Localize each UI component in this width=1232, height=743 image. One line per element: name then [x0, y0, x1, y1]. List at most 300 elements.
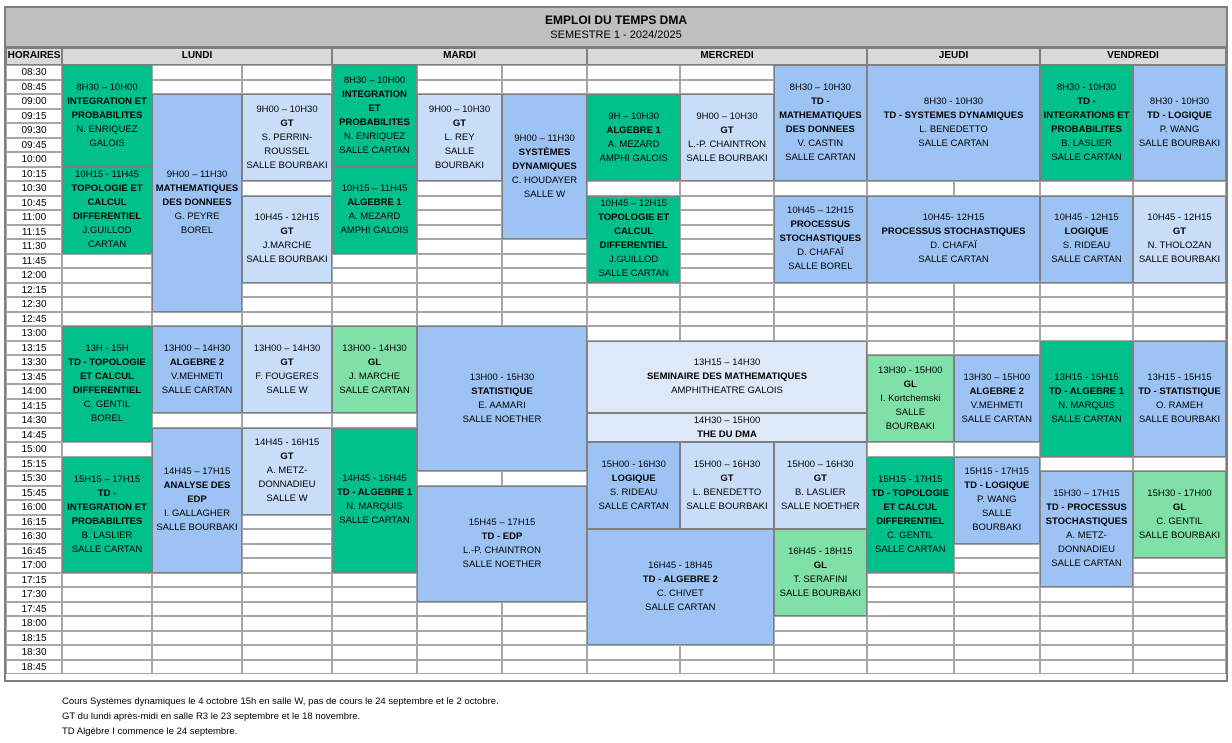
empty-cell: [332, 254, 417, 269]
course-detail: S. PERRIN-ROUSSEL: [261, 131, 313, 157]
course-time: 14H45 - 16H45: [342, 473, 407, 484]
empty-cell: [417, 297, 502, 312]
course-detail: L.-P. CHAINTRON: [463, 544, 541, 556]
course-time: 13H00 – 14H30: [163, 342, 231, 354]
course-block: [1133, 471, 1226, 558]
day-header-vendredi: VENDREDI: [1040, 48, 1226, 65]
empty-cell: [587, 660, 680, 675]
empty-cell: [242, 602, 332, 617]
course-detail: SALLE CARTAN: [71, 543, 143, 555]
empty-cell: [680, 80, 773, 95]
course-time: 10H45 - 12H15: [1054, 212, 1119, 223]
course-block: [417, 94, 502, 181]
course-name: TD - INTEGRATIONS ET PROBABILITES: [1043, 96, 1130, 135]
course-time: 10H15 – 11H45: [341, 183, 408, 194]
empty-cell: [152, 602, 242, 617]
empty-cell: [332, 283, 417, 298]
course-time: 13H30 – 15H00: [963, 371, 1031, 383]
empty-cell: [62, 442, 152, 457]
empty-cell: [867, 341, 954, 356]
course-time: 10H45 - 12H15: [254, 212, 320, 223]
empty-cell: [242, 312, 332, 327]
course-detail: J. MARCHE: [348, 370, 401, 382]
empty-cell: [954, 544, 1041, 559]
course-name: TOPOLOGIE ET CALCUL DIFFERENTIEL: [71, 183, 143, 222]
empty-cell: [242, 181, 332, 196]
course-detail: D. CHAFAÏ: [930, 240, 977, 251]
course-detail: SALLE CARTAN: [645, 602, 716, 613]
course-name: ANALYSE DES EDP: [163, 480, 231, 505]
course-time: 8H30 – 10H30: [789, 82, 851, 93]
page-subtitle: SEMESTRE 1 - 2024/2025: [550, 29, 682, 41]
empty-cell: [867, 442, 954, 457]
course-detail: SALLE BOURBAKI: [885, 406, 935, 432]
empty-cell: [680, 326, 773, 341]
time-label: 11:00: [6, 210, 62, 225]
empty-cell: [1133, 181, 1226, 196]
empty-cell: [867, 660, 954, 675]
time-label: 10:00: [6, 152, 62, 167]
course-detail: L. BENEDETTO: [692, 486, 762, 498]
empty-cell: [680, 645, 773, 660]
course-detail: V. CASTIN: [797, 138, 844, 149]
page-title: EMPLOI DU TEMPS DMA: [544, 13, 687, 27]
empty-cell: [587, 80, 680, 95]
empty-cell: [62, 573, 152, 588]
course-name: GT: [280, 356, 294, 368]
course-detail: J.GUILLOD: [82, 225, 132, 236]
course-detail: SALLE BOURBAKI: [434, 145, 485, 171]
empty-cell: [417, 268, 502, 283]
course-detail: SALLE BOURBAKI: [246, 254, 328, 265]
empty-cell: [774, 326, 867, 341]
course-name: GT: [452, 117, 467, 129]
course-detail: BOREL: [90, 413, 124, 424]
course-time: 9H00 – 11H30: [166, 168, 228, 180]
empty-cell: [774, 616, 867, 631]
course-block: [587, 94, 680, 181]
empty-cell: [332, 587, 417, 602]
empty-cell: [954, 442, 1041, 457]
course-detail: SALLE CARTAN: [918, 138, 989, 149]
course-detail: S. RIDEAU: [1062, 240, 1111, 251]
empty-cell: [502, 616, 587, 631]
empty-cell: [587, 283, 680, 298]
course-detail: SALLE CARTAN: [918, 254, 989, 265]
course-time: 9H00 – 11H30: [514, 132, 575, 144]
course-detail: SALLE NOETHER: [462, 413, 542, 425]
course-block: [867, 457, 954, 573]
day-header-mercredi: MERCREDI: [587, 48, 867, 65]
course-detail: SALLE BOURBAKI: [779, 587, 861, 599]
course-detail: A. MEZARD: [607, 138, 660, 150]
empty-cell: [417, 225, 502, 240]
course-detail: SALLE CARTAN: [339, 144, 410, 156]
empty-cell: [1133, 602, 1226, 617]
empty-cell: [332, 413, 417, 428]
course-time: 14H30 – 15H00: [693, 414, 761, 426]
course-block: [774, 442, 867, 529]
course-name: TD - LOGIQUE: [964, 480, 1030, 491]
course-block: [954, 457, 1041, 544]
time-label: 14:00: [6, 384, 62, 399]
course-name: GL: [813, 559, 827, 571]
empty-cell: [62, 283, 152, 298]
course-time: 13H00 – 14H30: [253, 342, 321, 354]
course-detail: D. CHAFAÏ: [797, 247, 844, 258]
empty-cell: [152, 660, 242, 675]
empty-cell: [242, 660, 332, 675]
empty-cell: [332, 616, 417, 631]
empty-cell: [954, 558, 1041, 573]
course-block: [332, 65, 417, 167]
empty-cell: [680, 239, 773, 254]
course-detail: SALLE CARTAN: [875, 543, 946, 555]
empty-cell: [680, 196, 773, 211]
course-block: [242, 326, 332, 413]
empty-cell: [1040, 645, 1133, 660]
empty-cell: [332, 631, 417, 646]
empty-cell: [417, 210, 502, 225]
time-label: 09:00: [6, 94, 62, 109]
empty-cell: [242, 283, 332, 298]
time-label: 09:45: [6, 138, 62, 153]
course-block: [774, 65, 867, 181]
course-time: 13H00 - 14H30: [342, 342, 407, 354]
footnote-3: TD Algèbre I commence le 24 septembre.: [62, 726, 238, 737]
course-detail: BOREL: [180, 224, 214, 236]
time-label: 10:15: [6, 167, 62, 182]
time-label: 13:30: [6, 355, 62, 370]
course-detail: SALLE CARTAN: [961, 413, 1032, 425]
empty-cell: [587, 297, 680, 312]
empty-cell: [680, 181, 773, 196]
time-label: 10:45: [6, 196, 62, 211]
empty-cell: [680, 283, 773, 298]
course-block: [1040, 341, 1133, 457]
course-detail: N. MARQUIS: [346, 501, 403, 512]
course-detail: SALLE W: [523, 188, 566, 200]
empty-cell: [417, 616, 502, 631]
course-name: GT: [720, 472, 734, 484]
empty-cell: [152, 80, 242, 95]
empty-cell: [1040, 181, 1133, 196]
empty-cell: [680, 210, 773, 225]
horaires-header: HORAIRES: [6, 48, 62, 65]
empty-cell: [1133, 631, 1226, 646]
course-name: TOPOLOGIE ET CALCUL DIFFERENTIEL: [598, 212, 670, 251]
time-label: 08:30: [6, 65, 62, 80]
empty-cell: [242, 413, 332, 428]
time-label: 11:15: [6, 225, 62, 240]
empty-cell: [1040, 602, 1133, 617]
time-label: 15:45: [6, 486, 62, 501]
course-block: [152, 94, 242, 312]
time-label: 13:45: [6, 370, 62, 385]
empty-cell: [774, 283, 867, 298]
empty-cell: [1040, 616, 1133, 631]
course-block: [62, 167, 152, 254]
empty-cell: [62, 297, 152, 312]
course-block: [587, 413, 867, 442]
course-detail: O. RAMEH: [1156, 399, 1203, 411]
empty-cell: [62, 660, 152, 675]
course-name: ALGEBRE 2: [169, 356, 225, 368]
time-label: 09:30: [6, 123, 62, 138]
course-detail: A. MEZARD: [348, 211, 401, 222]
course-time: 10H45 - 12H15: [1147, 212, 1212, 223]
course-detail: B. LASLIER: [81, 529, 133, 541]
course-detail: SALLE BOURBAKI: [972, 508, 1022, 533]
empty-cell: [502, 283, 587, 298]
empty-cell: [1040, 326, 1133, 341]
empty-cell: [954, 312, 1041, 327]
empty-cell: [954, 602, 1041, 617]
empty-cell: [774, 297, 867, 312]
course-block: [332, 167, 417, 254]
course-detail: AMPHI GALOIS: [340, 225, 409, 236]
course-block: [587, 442, 680, 529]
empty-cell: [417, 283, 502, 298]
course-detail: N. MARQUIS: [1058, 399, 1115, 411]
empty-cell: [774, 312, 867, 327]
empty-cell: [62, 268, 152, 283]
empty-cell: [332, 602, 417, 617]
empty-cell: [1040, 587, 1133, 602]
course-time: 15H15 – 17H15: [73, 473, 141, 485]
course-detail: C. GENTIL: [83, 399, 131, 410]
empty-cell: [774, 631, 867, 646]
course-time: 15H30 – 17H15: [1053, 488, 1120, 499]
empty-cell: [242, 631, 332, 646]
empty-cell: [242, 558, 332, 573]
empty-cell: [954, 297, 1041, 312]
course-time: 13H15 - 15H15: [1054, 371, 1119, 383]
course-time: 9H – 10H30: [608, 110, 660, 122]
empty-cell: [1040, 660, 1133, 675]
course-time: 13H - 15H: [85, 343, 129, 354]
course-detail: J.MARCHE: [262, 240, 312, 251]
day-header-mardi: MARDI: [332, 48, 587, 65]
course-time: 13H15 - 15H15: [1147, 371, 1212, 383]
empty-cell: [62, 254, 152, 269]
empty-cell: [1133, 297, 1226, 312]
course-block: [1040, 65, 1133, 181]
empty-cell: [1040, 312, 1133, 327]
course-block: [1040, 471, 1133, 587]
time-label: 18:30: [6, 645, 62, 660]
time-label: 14:15: [6, 399, 62, 414]
empty-cell: [417, 312, 502, 327]
course-name: TD - MATHEMATIQUES DES DONNEES: [779, 96, 862, 135]
course-name: MATHEMATIQUES DES DONNEES: [155, 182, 239, 208]
course-detail: C. CHIVET: [656, 588, 704, 599]
course-block: [62, 326, 152, 442]
empty-cell: [1040, 457, 1133, 472]
course-name: ALGEBRE 1: [347, 197, 402, 208]
empty-cell: [417, 254, 502, 269]
empty-cell: [332, 573, 417, 588]
empty-cell: [680, 254, 773, 269]
course-detail: SALLE BOURBAKI: [686, 500, 768, 512]
title-band: [6, 8, 1226, 48]
empty-cell: [774, 645, 867, 660]
course-detail: E. AAMARI: [478, 399, 526, 411]
empty-cell: [1133, 558, 1226, 573]
empty-cell: [954, 283, 1041, 298]
course-name: TD - TOPOLOGIE ET CALCUL DIFFERENTIEL: [871, 487, 949, 527]
footnote-1: Cours Systèmes dynamiques le 4 octobre 15h en salle W, pas de cours le 24 septembre et le 2 octobre.: [62, 696, 499, 707]
footnote-2: GT du lundi après-midi en salle R3 le 23 septembre et le 18 novembre.: [62, 711, 361, 722]
course-block: [954, 355, 1041, 442]
empty-cell: [1040, 283, 1133, 298]
empty-cell: [242, 616, 332, 631]
empty-cell: [152, 631, 242, 646]
course-time: 10H15 - 11H45: [75, 169, 139, 180]
course-time: 15H00 – 16H30: [787, 458, 854, 470]
empty-cell: [242, 645, 332, 660]
empty-cell: [62, 587, 152, 602]
course-detail: S. RIDEAU: [609, 486, 658, 498]
time-label: 13:00: [6, 326, 62, 341]
course-time: 8H30 – 10H00: [343, 74, 406, 86]
empty-cell: [502, 631, 587, 646]
course-detail: SALLE BOURBAKI: [1138, 413, 1221, 425]
course-block: [62, 65, 152, 167]
time-label: 16:00: [6, 500, 62, 515]
empty-cell: [954, 573, 1041, 588]
empty-cell: [1040, 297, 1133, 312]
course-block: [242, 94, 332, 181]
empty-cell: [1133, 573, 1226, 588]
empty-cell: [502, 312, 587, 327]
empty-cell: [417, 80, 502, 95]
empty-cell: [417, 239, 502, 254]
course-block: [1133, 341, 1226, 457]
course-name: LOGIQUE: [1064, 226, 1109, 237]
course-detail: L. REY: [444, 131, 475, 143]
course-block: [152, 326, 242, 413]
empty-cell: [242, 587, 332, 602]
empty-cell: [152, 645, 242, 660]
course-time: 8H30 - 10H30: [1056, 82, 1117, 93]
empty-cell: [680, 225, 773, 240]
course-detail: SALLE BOURBAKI: [156, 522, 238, 533]
time-label: 11:30: [6, 239, 62, 254]
empty-cell: [954, 660, 1041, 675]
course-detail: I. Kortchemski: [880, 392, 941, 404]
empty-cell: [680, 268, 773, 283]
course-name: GL: [903, 378, 917, 390]
course-name: TD - INTEGRATION ET PROBABILITES: [67, 487, 147, 527]
empty-cell: [502, 254, 587, 269]
empty-cell: [417, 645, 502, 660]
course-name: STATISTIQUE: [471, 385, 533, 397]
course-detail: CARTAN: [87, 239, 127, 250]
empty-cell: [867, 602, 954, 617]
timetable-sheet: [4, 6, 1228, 682]
empty-cell: [680, 660, 773, 675]
empty-cell: [417, 602, 502, 617]
empty-cell: [502, 297, 587, 312]
empty-cell: [332, 660, 417, 675]
course-time: 13H30 - 15H00: [878, 364, 943, 376]
course-detail: B. LASLIER: [1061, 138, 1112, 149]
time-label: 17:15: [6, 573, 62, 588]
empty-cell: [502, 80, 587, 95]
course-time: 9H00 – 10H30: [256, 103, 318, 115]
empty-cell: [417, 196, 502, 211]
empty-cell: [62, 602, 152, 617]
course-detail: T. SERAFINI: [793, 573, 848, 585]
course-detail: SALLE BOREL: [788, 261, 853, 272]
time-label: 11:45: [6, 254, 62, 269]
empty-cell: [152, 312, 242, 327]
time-label: 13:15: [6, 341, 62, 356]
course-block: [867, 355, 954, 442]
time-label: 10:30: [6, 181, 62, 196]
empty-cell: [417, 65, 502, 80]
course-block: [774, 196, 867, 283]
course-name: TD - PROCESSUS STOCHASTIQUES: [1045, 502, 1128, 527]
empty-cell: [1133, 616, 1226, 631]
time-label: 16:30: [6, 529, 62, 544]
course-detail: SALLE CARTAN: [1051, 152, 1122, 163]
course-detail: SALLE CARTAN: [1051, 558, 1122, 569]
course-block: [1040, 196, 1133, 283]
course-block: [774, 529, 867, 616]
course-block: [62, 457, 152, 573]
day-header-jeudi: JEUDI: [867, 48, 1040, 65]
course-time: 15H00 - 16H30: [601, 458, 666, 470]
empty-cell: [1133, 326, 1226, 341]
course-time: 15H15 - 17H15: [878, 473, 943, 485]
empty-cell: [774, 660, 867, 675]
empty-cell: [867, 297, 954, 312]
course-name: GL: [1172, 501, 1187, 513]
empty-cell: [62, 631, 152, 646]
empty-cell: [867, 645, 954, 660]
course-detail: J.GUILLOD: [609, 254, 659, 265]
course-detail: SALLE BOURBAKI: [1138, 138, 1221, 149]
time-label: 18:00: [6, 616, 62, 631]
course-detail: L.-P. CHAINTRON: [688, 138, 766, 150]
time-label: 08:45: [6, 80, 62, 95]
time-label: 12:15: [6, 283, 62, 298]
time-label: 15:15: [6, 457, 62, 472]
course-name: TD - EDP: [481, 530, 523, 542]
empty-cell: [774, 181, 867, 196]
course-detail: A. METZ-DONNADIEU: [1057, 530, 1115, 555]
course-time: 15H30 - 17H00: [1147, 487, 1212, 499]
empty-cell: [332, 297, 417, 312]
course-name: PROCESSUS STOCHASTIQUES: [779, 219, 862, 244]
course-detail: SALLE CARTAN: [598, 268, 669, 279]
empty-cell: [242, 297, 332, 312]
course-detail: SALLE NOETHER: [780, 500, 860, 512]
course-block: [242, 196, 332, 283]
course-block: [587, 529, 774, 645]
empty-cell: [242, 80, 332, 95]
course-detail: SALLE NOETHER: [462, 558, 542, 570]
course-time: 10H45 – 12H15: [787, 205, 854, 216]
course-block: [1133, 65, 1226, 181]
course-name: TD - STATISTIQUE: [1138, 385, 1221, 397]
empty-cell: [332, 645, 417, 660]
course-name: INTEGRATION ET PROBABILITES: [339, 88, 410, 128]
course-detail: GALOIS: [89, 137, 125, 149]
course-name: ALGEBRE 1: [606, 124, 661, 136]
